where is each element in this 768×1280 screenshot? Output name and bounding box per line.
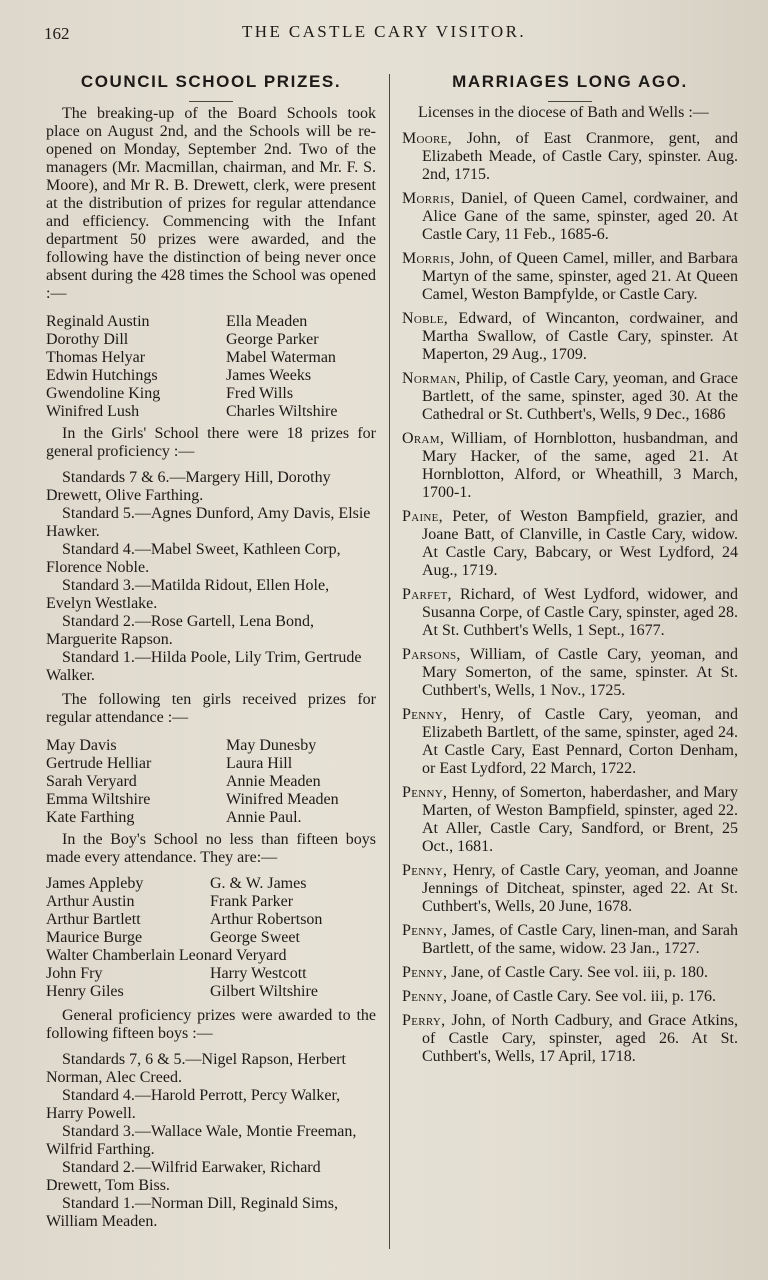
name-entry: Harry Westcott bbox=[210, 965, 307, 982]
standard-line: Standard 4.—Mabel Sweet, Kathleen Corp, Florence Noble. bbox=[46, 541, 341, 576]
name-entry: G. & W. James bbox=[210, 875, 307, 892]
name-entry: Winifred Meaden bbox=[226, 791, 339, 808]
name-entry: Frank Parker bbox=[210, 893, 294, 910]
page-header bbox=[0, 18, 768, 48]
entry-surname: Penny, bbox=[402, 964, 448, 981]
standard-line: Standard 4.—Harold Perrott, Percy Walker, Harry Powell. bbox=[46, 1087, 341, 1122]
entry-surname: Norman, bbox=[402, 370, 461, 387]
intro-paragraph: The breaking-up of the Board Schools took place on August 2nd, and the Schools will be re-opened on Monday, September 2nd. Two of the managers (Mr. Macmillan, chairman, and Mr. F. S. Moore), and Mr R. B. Drewett, clerk, were present at the distribution of prizes for regular attendance and efficiency. Commencing with the Infant department 50 prizes were awarded, and the following have the distinction of being never once absent during the 428 times the School was opened :— bbox=[46, 105, 376, 302]
entry-surname: Penny, bbox=[402, 706, 448, 723]
name-entry: Sarah Veryard bbox=[46, 773, 137, 790]
entry-surname: Parsons, bbox=[402, 646, 461, 663]
entry-text: William, of Hornblotton, husbandman, and Mary Hacker, of the same, aged 21. At Hornblotton, Alford, or Wheathill, 3 March, 1700-1. bbox=[422, 430, 738, 501]
name-entry: Arthur Austin bbox=[46, 893, 135, 910]
standard-line: Standards 7 & 6.—Margery Hill, Dorothy Drewett, Olive Farthing. bbox=[46, 469, 331, 504]
infant-prize-list bbox=[46, 313, 376, 421]
marriage-entry bbox=[402, 586, 738, 640]
standard-line: Standards 7, 6 & 5.—Nigel Rapson, Herbert Norman, Alec Creed. bbox=[46, 1051, 346, 1086]
marriage-entry bbox=[402, 1012, 738, 1066]
marriage-entry bbox=[402, 646, 738, 700]
marriage-entry bbox=[402, 310, 738, 364]
entry-surname: Perry, bbox=[402, 1012, 446, 1029]
name-entry: Maurice Burge bbox=[46, 929, 143, 946]
name-entry: Arthur Robertson bbox=[210, 911, 323, 928]
entry-text: Peter, of Weston Bampfield, grazier, and Joane Batt, of Clanville, in Castle Cary, widow. At Castle Cary, Babcary, or West Lydford, 24 Aug., 1719. bbox=[422, 508, 738, 579]
entry-text: Edward, of Wincanton, cordwainer, and Martha Swallow, of Castle Cary, spinster. At Maperton, 29 Aug., 1709. bbox=[422, 310, 738, 363]
marriage-entry bbox=[402, 508, 738, 580]
entry-surname: Parfet, bbox=[402, 586, 452, 603]
running-title: THE CASTLE CARY VISITOR. bbox=[242, 22, 526, 41]
marriage-entry bbox=[402, 430, 738, 502]
name-entry: Kate Farthing bbox=[46, 809, 135, 826]
boys-attendance-list bbox=[46, 875, 376, 1001]
school-prizes-heading: COUNCIL SCHOOL PRIZES. bbox=[80, 72, 342, 91]
name-entry: Winifred Lush bbox=[46, 403, 140, 420]
entry-text: Daniel, of Queen Camel, cordwainer, and Alice Gane of the same, spinster, aged 20. At Castle Cary, 11 Feb., 1685-6. bbox=[422, 190, 739, 243]
girls-attendance-intro: The following ten girls received prizes for regular attendance :— bbox=[46, 691, 376, 726]
name-entry: Reginald Austin bbox=[46, 313, 150, 330]
entry-text: John, of North Cadbury, and Grace Atkins, of Castle Cary, spinster, aged 26. At St. Cuthbert's, Wells, 17 April, 1718. bbox=[422, 1012, 738, 1065]
marriage-entry bbox=[402, 190, 738, 244]
name-entry: Dorothy Dill bbox=[46, 331, 129, 348]
entry-surname: Paine, bbox=[402, 508, 443, 525]
entry-text: Henny, of Somerton, haberdasher, and Mary Marten, of Weston Bampfield, spinster, aged 22. At Aller, Castle Cary, Sandford, or Brent, 25 Oct., 1681. bbox=[422, 784, 738, 855]
name-entry: Emma Wiltshire bbox=[46, 791, 151, 808]
girls-standards bbox=[46, 469, 376, 685]
entry-text: John, of Queen Camel, miller, and Barbara Martyn of the same, spinster, aged 21. At Queen Camel, Weston Bampfylde, or Castle Cary. bbox=[422, 250, 738, 303]
name-entry: James Appleby bbox=[46, 875, 144, 892]
standard-line: Standard 3.—Matilda Ridout, Ellen Hole, Evelyn Westlake. bbox=[46, 577, 330, 612]
page-number: 162 bbox=[44, 24, 70, 43]
name-entry: Arthur Bartlett bbox=[46, 911, 141, 928]
name-entry: Thomas Helyar bbox=[46, 349, 146, 366]
marriage-entry bbox=[402, 250, 738, 304]
marriages-intro: Licenses in the diocese of Bath and Wells :— bbox=[418, 104, 709, 121]
name-entry: Annie Paul. bbox=[226, 809, 302, 826]
entry-surname: Oram, bbox=[402, 430, 445, 447]
marriage-entry bbox=[402, 706, 738, 778]
girls-attendance-list bbox=[46, 737, 376, 827]
entry-text: Jane, of Castle Cary. See vol. iii, p. 180. bbox=[451, 964, 708, 981]
heading-rule bbox=[548, 101, 592, 102]
entry-text: Henry, of Castle Cary, yeoman, and Joanne Jennings of Ditcheat, spinster, aged 22. At St. Cuthbert's, Wells, 20 June, 1678. bbox=[422, 862, 738, 915]
entry-text: Henry, of Castle Cary, yeoman, and Elizabeth Bartlett, of the same, spinster, aged 24. At Castle Cary, East Pennard, Corton Denham, or East Lydford, 22 March, 1722. bbox=[422, 706, 739, 777]
marriages-column bbox=[402, 70, 738, 1072]
entry-surname: Penny, bbox=[402, 862, 448, 879]
entry-text: William, of Castle Cary, yeoman, and Mary Somerton, of the same, spinster. At St. Cuthbert's, Wells, 1 Nov., 1725. bbox=[422, 646, 738, 699]
marriage-entry bbox=[402, 370, 738, 424]
name-entry: John Fry bbox=[46, 965, 103, 982]
entry-surname: Penny, bbox=[402, 988, 448, 1005]
column-divider bbox=[389, 74, 390, 1249]
name-entry: George Parker bbox=[226, 331, 319, 348]
name-entry: Gertrude Helliar bbox=[46, 755, 152, 772]
name-entry: George Sweet bbox=[210, 929, 300, 946]
entry-text: John, of East Cranmore, gent, and Elizabeth Meade, of Castle Cary, spinster. Aug. 2nd, 1715. bbox=[422, 130, 738, 183]
boys-intro: In the Boy's School no less than fifteen boys made every attendance. They are:— bbox=[46, 831, 376, 866]
name-entry: Walter Chamberlain Leonard Veryard bbox=[46, 947, 287, 964]
name-entry: Charles Wiltshire bbox=[226, 403, 338, 420]
school-prizes-column bbox=[46, 70, 376, 1231]
marriages-heading: MARRIAGES LONG AGO. bbox=[452, 72, 688, 91]
name-entry: Edwin Hutchings bbox=[46, 367, 158, 384]
boys-proficiency-intro: General proficiency prizes were awarded to the following fifteen boys :— bbox=[46, 1007, 376, 1042]
name-entry: Gilbert Wiltshire bbox=[210, 983, 318, 1000]
standard-line: Standard 1.—Norman Dill, Reginald Sims, William Meaden. bbox=[46, 1195, 338, 1230]
name-entry: Annie Meaden bbox=[226, 773, 321, 790]
entry-text: Joane, of Castle Cary. See vol. iii, p. 176. bbox=[451, 988, 716, 1005]
name-entry: Gwendoline King bbox=[46, 385, 161, 402]
marriage-entry bbox=[402, 988, 738, 1006]
girls-intro: In the Girls' School there were 18 prizes for general proficiency :— bbox=[46, 425, 376, 460]
heading-rule bbox=[189, 101, 233, 102]
entry-surname: Morris, bbox=[402, 190, 455, 207]
marriage-entry bbox=[402, 922, 738, 958]
standard-line: Standard 2.—Wilfrid Earwaker, Richard Drewett, Tom Biss. bbox=[46, 1159, 321, 1194]
marriage-entry bbox=[402, 964, 738, 982]
standard-line: Standard 3.—Wallace Wale, Montie Freeman, Wilfrid Farthing. bbox=[46, 1123, 357, 1158]
name-entry: Laura Hill bbox=[226, 755, 293, 772]
entry-surname: Morris, bbox=[402, 250, 455, 267]
name-entry: Mabel Waterman bbox=[226, 349, 336, 366]
name-entry: James Weeks bbox=[226, 367, 312, 384]
boys-standards bbox=[46, 1051, 376, 1231]
standard-line: Standard 2.—Rose Gartell, Lena Bond, Marguerite Rapson. bbox=[46, 613, 314, 648]
marriage-entry bbox=[402, 130, 738, 184]
entry-surname: Moore, bbox=[402, 130, 452, 147]
entry-surname: Penny, bbox=[402, 922, 448, 939]
entry-text: James, of Castle Cary, linen-man, and Sarah Bartlett, of the same, widow. 23 Jan., 1727. bbox=[422, 922, 739, 957]
entry-surname: Noble, bbox=[402, 310, 449, 327]
entry-text: Richard, of West Lydford, widower, and Susanna Corpe, of Castle Cary, spinster, aged 28. At St. Cuthbert's Wells, 1 Sept., 1677. bbox=[422, 586, 739, 639]
marriage-entry bbox=[402, 862, 738, 916]
standard-line: Standard 5.—Agnes Dunford, Amy Davis, Elsie Hawker. bbox=[46, 505, 371, 540]
marriage-entry bbox=[402, 784, 738, 856]
name-entry: May Dunesby bbox=[226, 737, 317, 754]
standard-line: Standard 1.—Hilda Poole, Lily Trim, Gertrude Walker. bbox=[46, 649, 362, 684]
entry-surname: Penny, bbox=[402, 784, 448, 801]
name-entry: Ella Meaden bbox=[226, 313, 308, 330]
entry-text: Philip, of Castle Cary, yeoman, and Grace Bartlett, of the same, spinster, aged 30. At the Cathedral or St. Cuthbert's, Wells, 9 Dec., 1686 bbox=[422, 370, 738, 423]
name-entry: Henry Giles bbox=[46, 983, 124, 1000]
name-entry: May Davis bbox=[46, 737, 117, 754]
name-entry: Fred Wills bbox=[226, 385, 294, 402]
